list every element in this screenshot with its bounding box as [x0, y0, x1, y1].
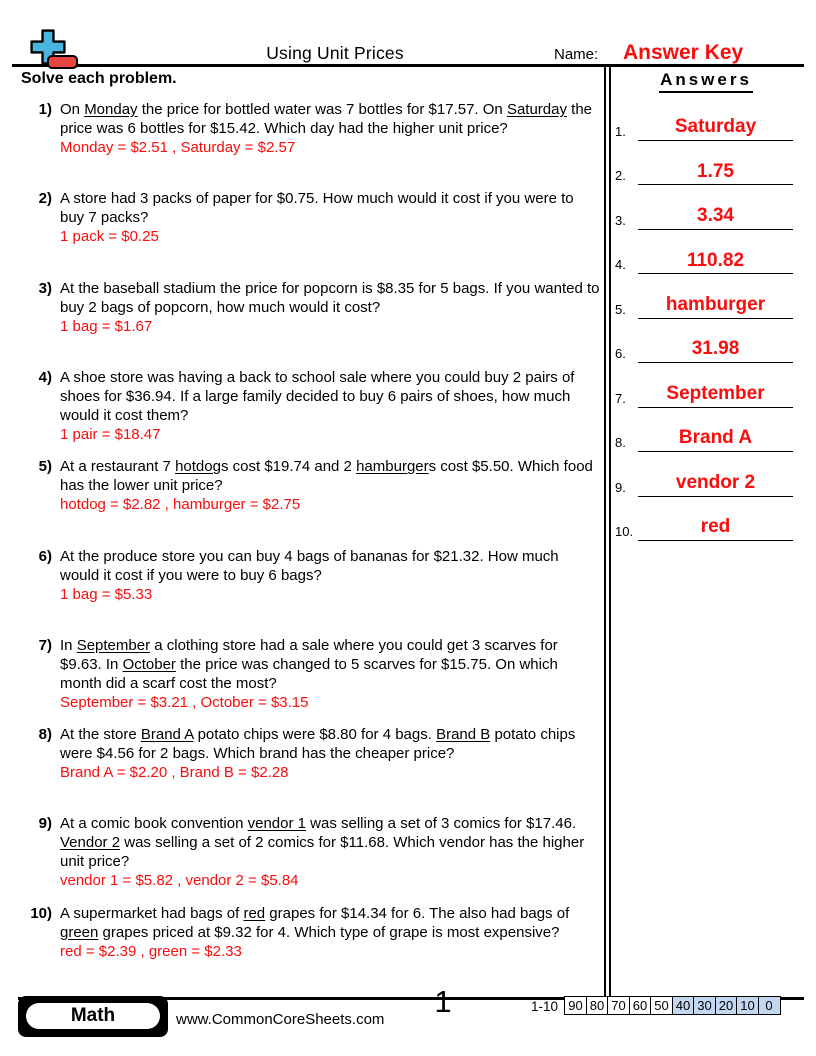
problem-body: [60, 100, 600, 157]
answer-blank-line: [638, 472, 793, 497]
name-label: Name:: [554, 46, 599, 63]
answer-row-10: [613, 503, 797, 541]
minus-icon: [47, 55, 78, 69]
problem-10: [22, 904, 600, 961]
problem-9: [22, 814, 600, 890]
problem-answer: 1 pair = $18.47: [60, 425, 161, 443]
problem-number: 9): [38, 815, 52, 833]
math-badge: [18, 996, 168, 1037]
answer-blank-line: [638, 205, 793, 230]
answer-blank-line: [638, 250, 793, 275]
answer-blank-line: [638, 161, 793, 186]
problem-7: [22, 636, 600, 712]
answer-number: 8.: [615, 435, 626, 451]
answer-row-5: [613, 281, 797, 319]
problem-number: 3): [38, 279, 52, 297]
problem-answer: Monday = $2.51 , Saturday = $2.57: [60, 139, 296, 156]
problem-answer: September = $3.21 , October = $3.15: [60, 693, 309, 711]
score-box-20: 20: [715, 996, 738, 1015]
math-badge-pill: [26, 1003, 160, 1029]
score-box-70: 70: [607, 996, 630, 1015]
problem-5: [22, 457, 600, 514]
problem-4: [22, 368, 600, 444]
problem-number: 2): [38, 190, 52, 208]
commoncore-logo: [30, 24, 86, 74]
problem-body: [60, 189, 600, 246]
problem-number: 1): [38, 101, 52, 118]
answer-row-9: [613, 459, 797, 497]
problem-text: A store had 3 packs of paper for $0.75. How much would it cost if you were to buy 7 packs?: [60, 190, 574, 227]
problem-text: At the baseball stadium the price for popcorn is $8.35 for 5 bags. If you wanted to buy 2 bags of popcorn, how much would it cost?: [60, 279, 600, 316]
problem-body: [60, 368, 600, 444]
answer-row-8: [613, 414, 797, 452]
answers-header: Answers: [659, 70, 753, 93]
answer-number: 10.: [615, 524, 634, 540]
problem-answer: 1 pack = $0.25: [60, 228, 159, 246]
problem-answer: Brand A = $2.20 , Brand B = $2.28: [60, 764, 289, 782]
score-box-60: 60: [629, 996, 652, 1015]
problem-1: [22, 100, 600, 157]
problem-answer: hotdog = $2.82 , hamburger = $2.75: [60, 496, 301, 514]
problem-body: [60, 814, 600, 890]
score-box-80: 80: [586, 996, 609, 1015]
answer-blank-line: [638, 516, 793, 541]
answer-row-3: [613, 192, 797, 230]
score-range-label: 1-10: [531, 999, 559, 1014]
score-box-30: 30: [693, 996, 716, 1015]
answer-value: 31.98: [691, 338, 740, 360]
worksheet-title: Using Unit Prices: [266, 43, 404, 63]
vertical-divider-line: [604, 67, 606, 997]
problem-text: A shoe store was having a back to school sale where you could buy 2 pairs of shoes for $36.94. If a large family decided to buy 6 pairs of shoes, how much would it cost them?: [60, 368, 575, 424]
answer-number: 2.: [615, 168, 626, 184]
score-box-40: 40: [672, 996, 695, 1015]
problem-answer: red = $2.39 , green = $2.33: [60, 942, 242, 960]
answer-value: hamburger: [665, 293, 766, 315]
score-box-10: 10: [736, 996, 759, 1015]
answer-value: 110.82: [686, 249, 745, 271]
problem-number: 7): [38, 636, 52, 654]
answer-value: Saturday: [674, 116, 757, 138]
answer-blank-line: [638, 294, 793, 319]
answer-row-2: [613, 147, 797, 185]
header-rule: [12, 64, 804, 67]
problem-text: At a restaurant 7 hotdogs cost $19.74 and 2 hamburgers cost $5.50. Which food has the lower unit price?: [60, 458, 593, 495]
subject-label: Math: [70, 1005, 116, 1026]
problem-text: At a comic book convention vendor 1 was selling a set of 3 comics for $17.46. Vendor 2 was selling a set of 2 comics for $11.68. Which vendor has the higher unit price?: [60, 815, 585, 871]
problem-6: [22, 547, 600, 604]
problem-body: [60, 636, 600, 712]
problem-8: [22, 725, 600, 782]
answer-key-value: Answer Key: [623, 41, 744, 64]
score-box-50: 50: [650, 996, 673, 1015]
problem-body: [60, 547, 600, 604]
problem-2: [22, 189, 600, 246]
answer-blank-line: [638, 427, 793, 452]
answer-value: red: [700, 516, 731, 538]
problem-answer: 1 bag = $1.67: [60, 317, 153, 335]
page-number: 1: [434, 984, 452, 1019]
answer-blank-line: [638, 338, 793, 363]
answer-number: 3.: [615, 212, 626, 228]
answers-panel: [612, 70, 800, 93]
answer-value: vendor 2: [675, 471, 756, 493]
answer-value: 1.75: [697, 160, 734, 182]
problem-body: [60, 279, 600, 336]
answer-number: 5.: [615, 301, 626, 317]
problem-text: In September a clothing store had a sale where you could get 3 scarves for $9.63. In October the price was changed to 5 scarves for $15.75. On which month did a scarf cost the most?: [60, 636, 558, 692]
answer-value: 3.34: [697, 205, 734, 227]
answer-number: 4.: [615, 257, 626, 273]
answer-number: 7.: [615, 390, 626, 406]
answer-number: 9.: [615, 479, 626, 495]
instructions-text: Solve each problem.: [21, 70, 177, 87]
problem-3: [22, 279, 600, 336]
answer-value: Brand A: [678, 427, 753, 449]
problem-answer: 1 bag = $5.33: [60, 585, 153, 603]
problem-number: 4): [38, 368, 52, 386]
answer-number: 6.: [615, 346, 626, 362]
problem-body: [60, 457, 600, 514]
answer-row-1: [613, 103, 797, 141]
answer-blank-line: [638, 383, 793, 408]
problem-text: On Monday the price for bottled water was 7 bottles for $17.57. On Saturday the price was 6 bottles for $15.42. Which day had the higher unit price?: [60, 101, 593, 137]
problem-answer: vendor 1 = $5.82 , vendor 2 = $5.84: [60, 872, 299, 890]
website-text: www.CommonCoreSheets.com: [176, 1011, 385, 1028]
problem-text: At the store Brand A potato chips were $8.80 for 4 bags. Brand B potato chips were $4.56 for 2 bags. Which brand has the cheaper price?: [60, 726, 576, 763]
answer-blank-line: [638, 116, 793, 141]
problem-number: 8): [38, 726, 52, 744]
score-box-0: 0: [758, 996, 781, 1015]
answer-value: September: [666, 382, 765, 404]
score-table: [564, 996, 781, 1015]
answer-row-7: [613, 370, 797, 408]
answer-row-4: [613, 236, 797, 274]
problem-text: A supermarket had bags of red grapes for $14.34 for 6. The also had bags of green grapes priced at $9.32 for 4. Which type of grape is most expensive?: [60, 904, 570, 941]
problem-number: 5): [38, 458, 52, 476]
problem-body: [60, 904, 600, 961]
answer-number: 1.: [615, 124, 626, 139]
score-box-90: 90: [564, 996, 587, 1015]
answer-row-6: [613, 325, 797, 363]
vertical-divider-line: [609, 67, 611, 997]
problem-body: [60, 725, 600, 782]
problem-number: 6): [38, 547, 52, 565]
problem-text: At the produce store you can buy 4 bags of bananas for $21.32. How much would it cost if you were to buy 6 bags?: [60, 547, 559, 584]
problem-number: 10): [30, 904, 52, 922]
